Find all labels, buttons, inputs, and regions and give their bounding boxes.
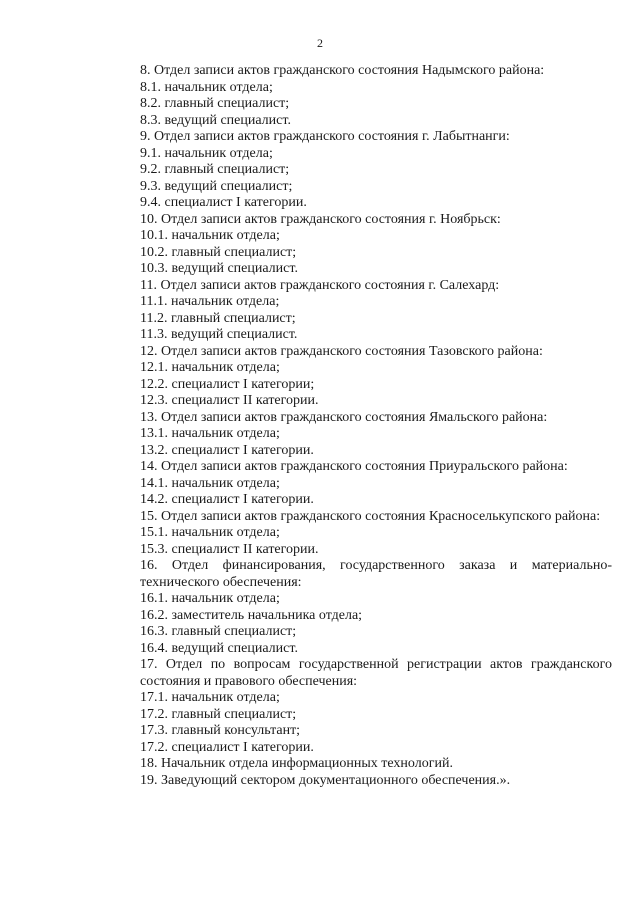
text-line: 11.2. главный специалист; [140,310,296,326]
text-line: 10.3. ведущий специалист. [140,261,298,276]
text-line: 8.3. ведущий специалист. [140,112,291,128]
text-line: 9.4. специалист I категории. [140,195,307,210]
text-line: 12.3. специалист II категории. [140,393,319,408]
text-line: 15.1. начальник отдела; [140,525,280,540]
text-line: 10. Отдел записи актов гражданского состояния г. Ноябрьск: [140,211,501,227]
text-line: 8.1. начальник отдела; [140,79,273,95]
text-line: 16.1. начальник отдела; [140,591,280,606]
text-line: 17.2. главный специалист; [140,706,297,722]
text-line: 14.1. начальник отдела; [140,475,280,491]
text-line: 18. Начальник отдела информационных технологий. [140,756,453,771]
text-line: 11. Отдел записи актов гражданского состояния г. Салехард: [140,277,500,293]
text-line: 15. Отдел записи актов гражданского состояния Красноселькупского района: [140,508,601,524]
text-line: 14. Отдел записи актов гражданского состояния Приуральского района: [140,459,568,474]
text-line: 9. Отдел записи актов гражданского состояния г. Лабытнанги: [140,129,510,144]
text-line: 16.4. ведущий специалист. [140,640,298,656]
text-line: 12.2. специалист I категории; [140,376,315,392]
text-line: 10.1. начальник отдела; [140,228,280,243]
text-line: 17.3. главный консультант; [140,723,301,738]
text-line: 17. Отдел по вопросам государственной регистрации актов гражданского [140,657,612,672]
text-line: 13. Отдел записи актов гражданского состояния Ямальского района: [140,409,548,425]
text-line: состояния и правового обеспечения: [140,673,358,689]
text-line: 14.2. специалист I категории. [140,492,314,507]
text-line: 19. Заведующий сектором документационного обеспечения.». [140,772,511,788]
text-line: технического обеспечения: [140,574,302,590]
text-line: 9.3. ведущий специалист; [140,178,293,194]
text-line: 16.3. главный специалист; [140,624,297,639]
text-line: 12.1. начальник отдела; [140,360,280,375]
text-line: 15.3. специалист II категории. [140,541,319,557]
text-line: 11.3. ведущий специалист. [140,327,298,342]
text-line: 10.2. главный специалист; [140,244,297,260]
text-line: 17.2. специалист I категории. [140,739,314,755]
text-line: 17.1. начальник отдела; [140,690,280,705]
text-line: 11.1. начальник отдела; [140,294,280,309]
text-line: 12. Отдел записи актов гражданского состояния Тазовского района: [140,343,543,359]
text-line: 8. Отдел записи актов гражданского состояния Надымского района: [140,63,545,78]
text-line: 13.1. начальник отдела; [140,426,280,441]
text-line: 16.2. заместитель начальника отдела; [140,607,363,623]
text-line: 9.1. начальник отдела; [140,145,273,161]
text-line: 9.2. главный специалист; [140,162,290,177]
page-number: 2 [317,36,323,50]
text-line: 8.2. главный специалист; [140,96,290,111]
text-line: 16. Отдел финансирования, государственного заказа и материально- [140,558,612,573]
document-body [140,63,612,789]
text-line: 13.2. специалист I категории. [140,442,314,458]
